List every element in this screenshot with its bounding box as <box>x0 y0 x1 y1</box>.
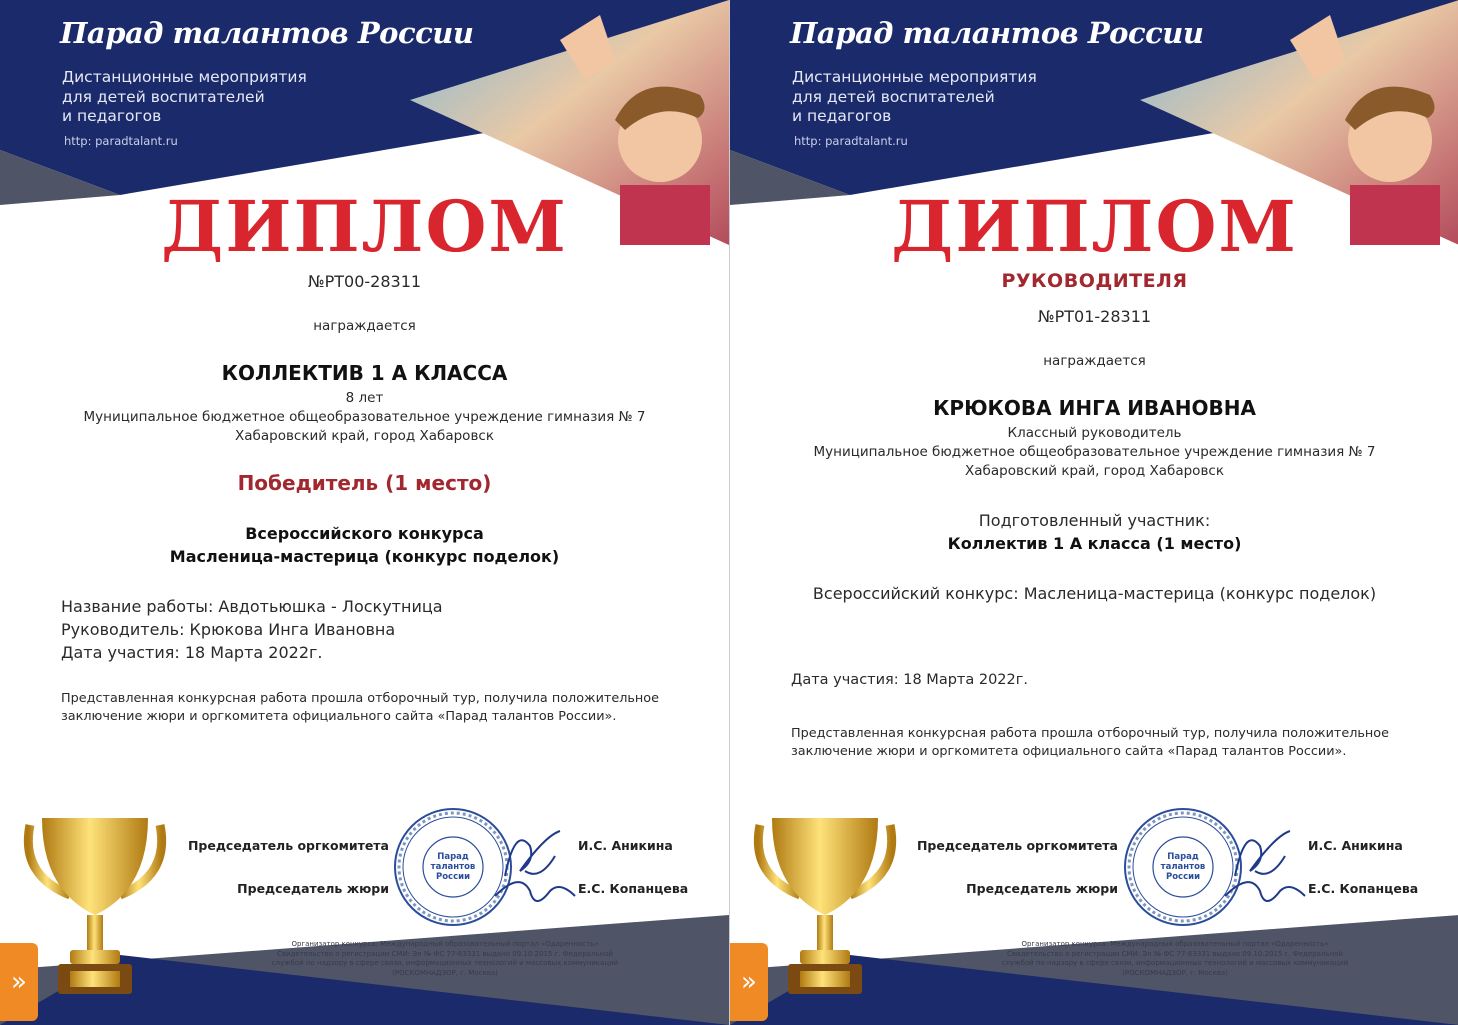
chair-label: Председатель оргкомитета <box>916 838 1118 853</box>
chair-label: Председатель оргкомитета <box>187 838 389 853</box>
brand-logo: Парад талантов России <box>60 16 474 50</box>
site-url[interactable]: http: paradtalant.ru <box>64 134 178 148</box>
chair-name: И.С. Аникина <box>1308 838 1403 853</box>
result-place: Победитель (1 место) <box>237 471 492 495</box>
jury-name: Е.С. Копанцева <box>578 881 689 896</box>
work-name: Название работы: Авдотьюшка - Лоскутница <box>61 597 443 616</box>
diploma-title: ДИПЛОМ <box>891 185 1298 268</box>
chair-name: И.С. Аникина <box>578 838 673 853</box>
prepared-label: Подготовленный участник: <box>978 511 1211 530</box>
recipient-position: Классный руководитель <box>1007 425 1182 441</box>
awarded-label: награждается <box>313 318 416 334</box>
next-arrow-icon[interactable]: » <box>730 943 768 1021</box>
jury-label: Председатель жюри <box>237 881 389 896</box>
stamp-text: Парад талантов России <box>430 852 476 882</box>
diploma-subtitle: РУКОВОДИТЕЛЯ <box>1001 270 1188 292</box>
jury-label: Председатель жюри <box>966 881 1118 896</box>
trophy-cup-icon <box>750 810 900 1005</box>
trophy-cup-icon <box>20 810 170 1005</box>
contest-name: Всероссийский конкурс: Масленица-мастерица (конкурс поделок) <box>812 584 1377 603</box>
signature-icon <box>1215 816 1310 916</box>
diploma-number: №РТ00-28311 <box>307 272 422 291</box>
location: Хабаровский край, город Хабаровск <box>965 463 1224 479</box>
brand-subtitle: Дистанционные мероприятия для детей воспитателей и педагогов <box>62 68 307 125</box>
signature-icon <box>485 816 580 916</box>
participation-date: Дата участия: 18 Марта 2022г. <box>791 672 1028 688</box>
brand-subtitle: Дистанционные мероприятия для детей воспитателей и педагогов <box>792 68 1037 125</box>
participation-date: Дата участия: 18 Марта 2022г. <box>61 643 323 662</box>
institution: Муниципальное бюджетное общеобразовательное учреждение гимназия № 7 <box>813 444 1376 460</box>
diploma-number: №РТ01-28311 <box>1037 307 1152 326</box>
stamp-text: Парад талантов России <box>1160 852 1206 882</box>
recipient-name: КОЛЛЕКТИВ 1 А КЛАССА <box>221 361 508 385</box>
contest-line-2: Масленица-мастерица (конкурс поделок) <box>169 547 560 566</box>
diploma-leader <box>729 0 1458 1025</box>
prepared-participant: Коллектив 1 А класса (1 место) <box>947 534 1242 553</box>
recipient-name: КРЮКОВА ИНГА ИВАНОВНА <box>933 396 1256 420</box>
next-arrow-icon[interactable]: » <box>0 943 38 1021</box>
jury-note: Представленная конкурсная работа прошла отборочный тур, получила положительное заключение жюри и оргкомитета официального сайта «Парад талантов России». <box>61 691 660 724</box>
brand-logo: Парад талантов России <box>790 16 1204 50</box>
awarded-label: награждается <box>1043 353 1146 369</box>
site-url[interactable]: http: paradtalant.ru <box>794 134 908 148</box>
jury-name: Е.С. Копанцева <box>1308 881 1419 896</box>
diploma-title: ДИПЛОМ <box>161 185 568 268</box>
organizer-info: Организатор конкурса: Международный образовательный портал «Одаренность» Свидетельство о регистрации СМИ: Эл № ФС 77-63331 выдано 09.10.2015 г. Федеральной службой по надзору в сфере связи, информационных технологий и массовых коммуникаций (РОСКОМНАДЗОР, г. Москва) <box>271 940 619 977</box>
organizer-info: Организатор конкурса: Международный образовательный портал «Одаренность» Свидетельство о регистрации СМИ: Эл № ФС 77-63331 выдано 09.10.2015 г. Федеральной службой по надзору в сфере связи, информационных технологий и массовых коммуникаций (РОСКОМНАДЗОР, г. Москва) <box>1001 940 1349 977</box>
leader-line: Руководитель: Крюкова Инга Ивановна <box>61 620 396 639</box>
institution: Муниципальное бюджетное общеобразовательное учреждение гимназия № 7 <box>83 409 646 425</box>
jury-note: Представленная конкурсная работа прошла отборочный тур, получила положительное заключение жюри и оргкомитета официального сайта «Парад талантов России». <box>791 726 1390 759</box>
location: Хабаровский край, город Хабаровск <box>235 428 494 444</box>
contest-line-1: Всероссийского конкурса <box>245 524 484 543</box>
recipient-age: 8 лет <box>345 390 384 406</box>
